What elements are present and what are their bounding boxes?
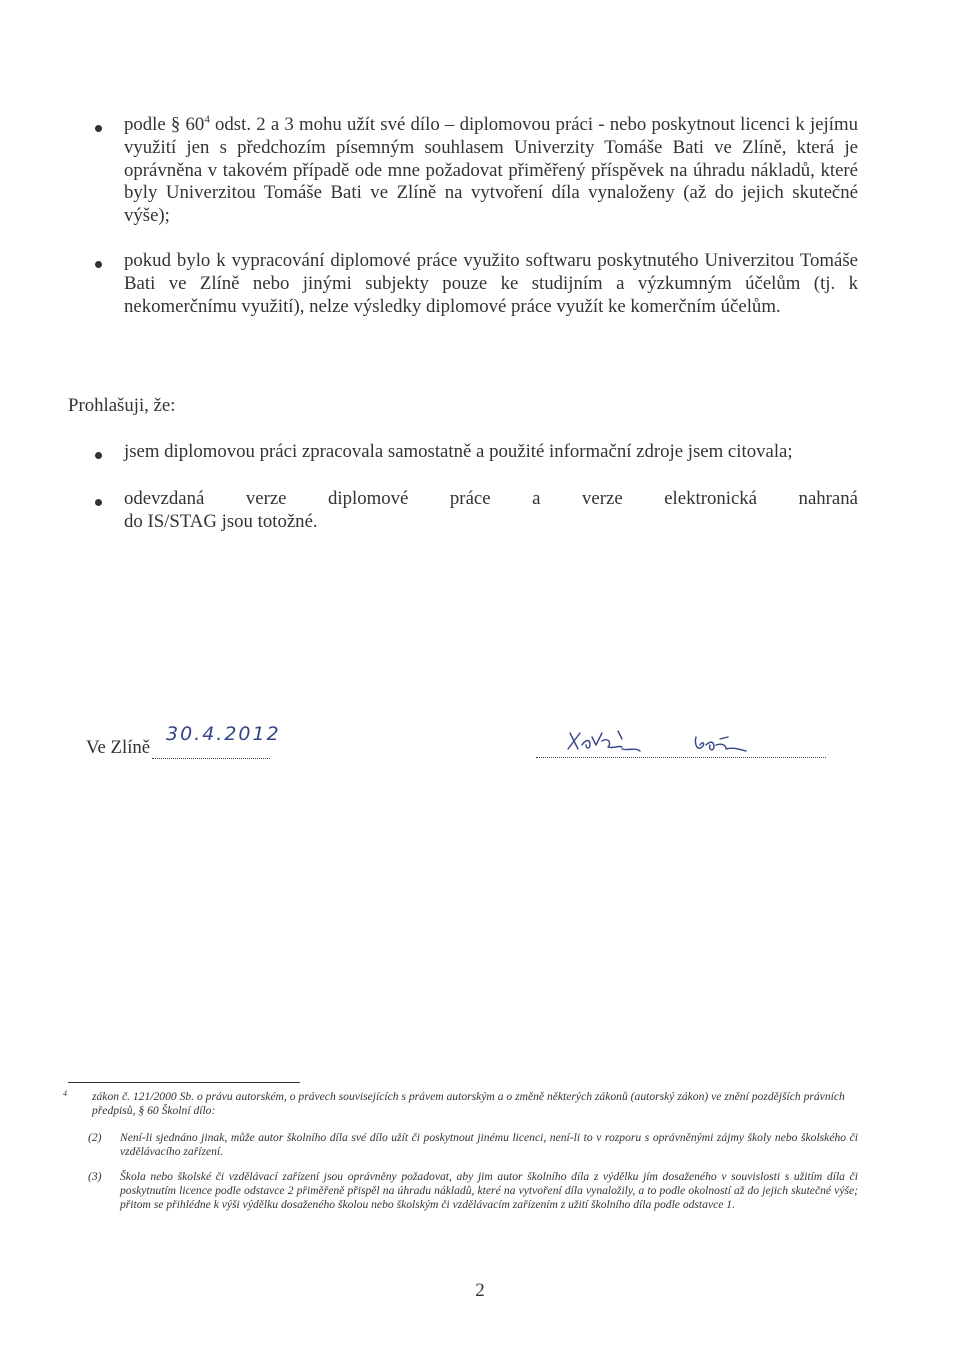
software-conditions-list — [92, 250, 858, 342]
handwritten-date: 30.4.2012 — [166, 723, 281, 745]
text-segment: podle § 60 — [124, 114, 205, 135]
paragraph-license-consent — [124, 114, 858, 228]
text-line: do IS/STAG jsou totožné. — [124, 510, 318, 532]
bullet-icon — [95, 125, 102, 132]
footnote-item — [68, 1170, 858, 1213]
place-label: Ve Zlíně — [86, 737, 151, 758]
footnote-item-number: (2) — [88, 1130, 102, 1144]
footnote-item-text: Škola nebo školské či vzdělávací zařízení jsou oprávněny požadovat, aby jim autor školního díla z výdělku jím dosaženého v souvislosti s užitím díla či poskytnutím licence podle odstavce 2 přiměřeně přispěl na úhradu nákladů, které na vytvoření díla vynaložily, a to podle okolností až do jejich skutečné výše; přitom se přihlédne k výši výdělku dosaženého školou nebo školským či vzdělávacím zařízením z užití školního díla podle odstavce 1. — [120, 1169, 858, 1212]
declaration-item-versions-identical — [124, 488, 858, 534]
declaration-heading: Prohlašuji, že: — [68, 395, 176, 416]
list-item — [92, 488, 858, 534]
list-item — [92, 114, 858, 228]
text-segment: odst. 2 a 3 mohu užít své dílo – diplomovou práci - nebo poskytnout licenci k jejímu využití jen s předchozím písemným souhlasem Univerzity Tomáše Bati ve Zlíně, která je oprávněna v takovém případě ode mne požadovat přiměřený příspěvek na úhradu nákladů, které byly Univerzitou Tomáše Bati ve Zlíně na vytvoření díla vynaloženy (až do jejich skutečné výše); — [124, 114, 858, 227]
footnote-ref: 4 — [204, 113, 210, 126]
license-conditions-list — [92, 114, 858, 252]
footnote-item-number: (3) — [88, 1169, 102, 1183]
footnote-intro — [63, 1089, 858, 1119]
footnote-intro-text: zákon č. 121/2000 Sb. o právu autorském, o právech souvisejících s právem autorským a o změně některých zákonů (autorský zákon) ve znění pozdějších právních předpisů, § 60 Školní dílo: — [92, 1090, 845, 1118]
footnote-separator — [68, 1082, 300, 1083]
footnote-item-text: Není-li sjednáno jinak, může autor školního díla své dílo užít či poskytnout jinému licenci, není-li to v rozporu s oprávněnými zájmy školy nebo školského či vzdělávacího zařízení. — [120, 1130, 858, 1159]
bullet-icon — [95, 261, 102, 268]
declaration-list — [92, 441, 858, 557]
list-item — [92, 250, 858, 318]
signature-row — [86, 723, 826, 773]
text-line: odevzdaná verze diplomové práce a verze elektronická nahraná — [124, 487, 858, 509]
list-item — [92, 441, 858, 464]
handwritten-signature — [556, 723, 786, 759]
declaration-item-independent-work: jsem diplomovou práci zpracovala samostatně a použité informační zdroje jsem citovala; — [124, 441, 793, 462]
bullet-icon — [95, 499, 102, 506]
footnote-item — [68, 1131, 858, 1160]
paragraph-software-use: pokud bylo k vypracování diplomové práce využito softwaru poskytnutého Univerzitou Tomáše Bati ve Zlíně nebo jinými subjekty pouze ke studijním a výzkumným účelům (tj. k nekomerčnímu využití), nelze výsledky diplomové práce využít ke komerčním účelům. — [124, 250, 858, 317]
footnote-marker: 4 — [63, 1089, 67, 1098]
footnotes — [63, 1089, 858, 1223]
page-number: 2 — [475, 1280, 485, 1301]
bullet-icon — [95, 452, 102, 459]
